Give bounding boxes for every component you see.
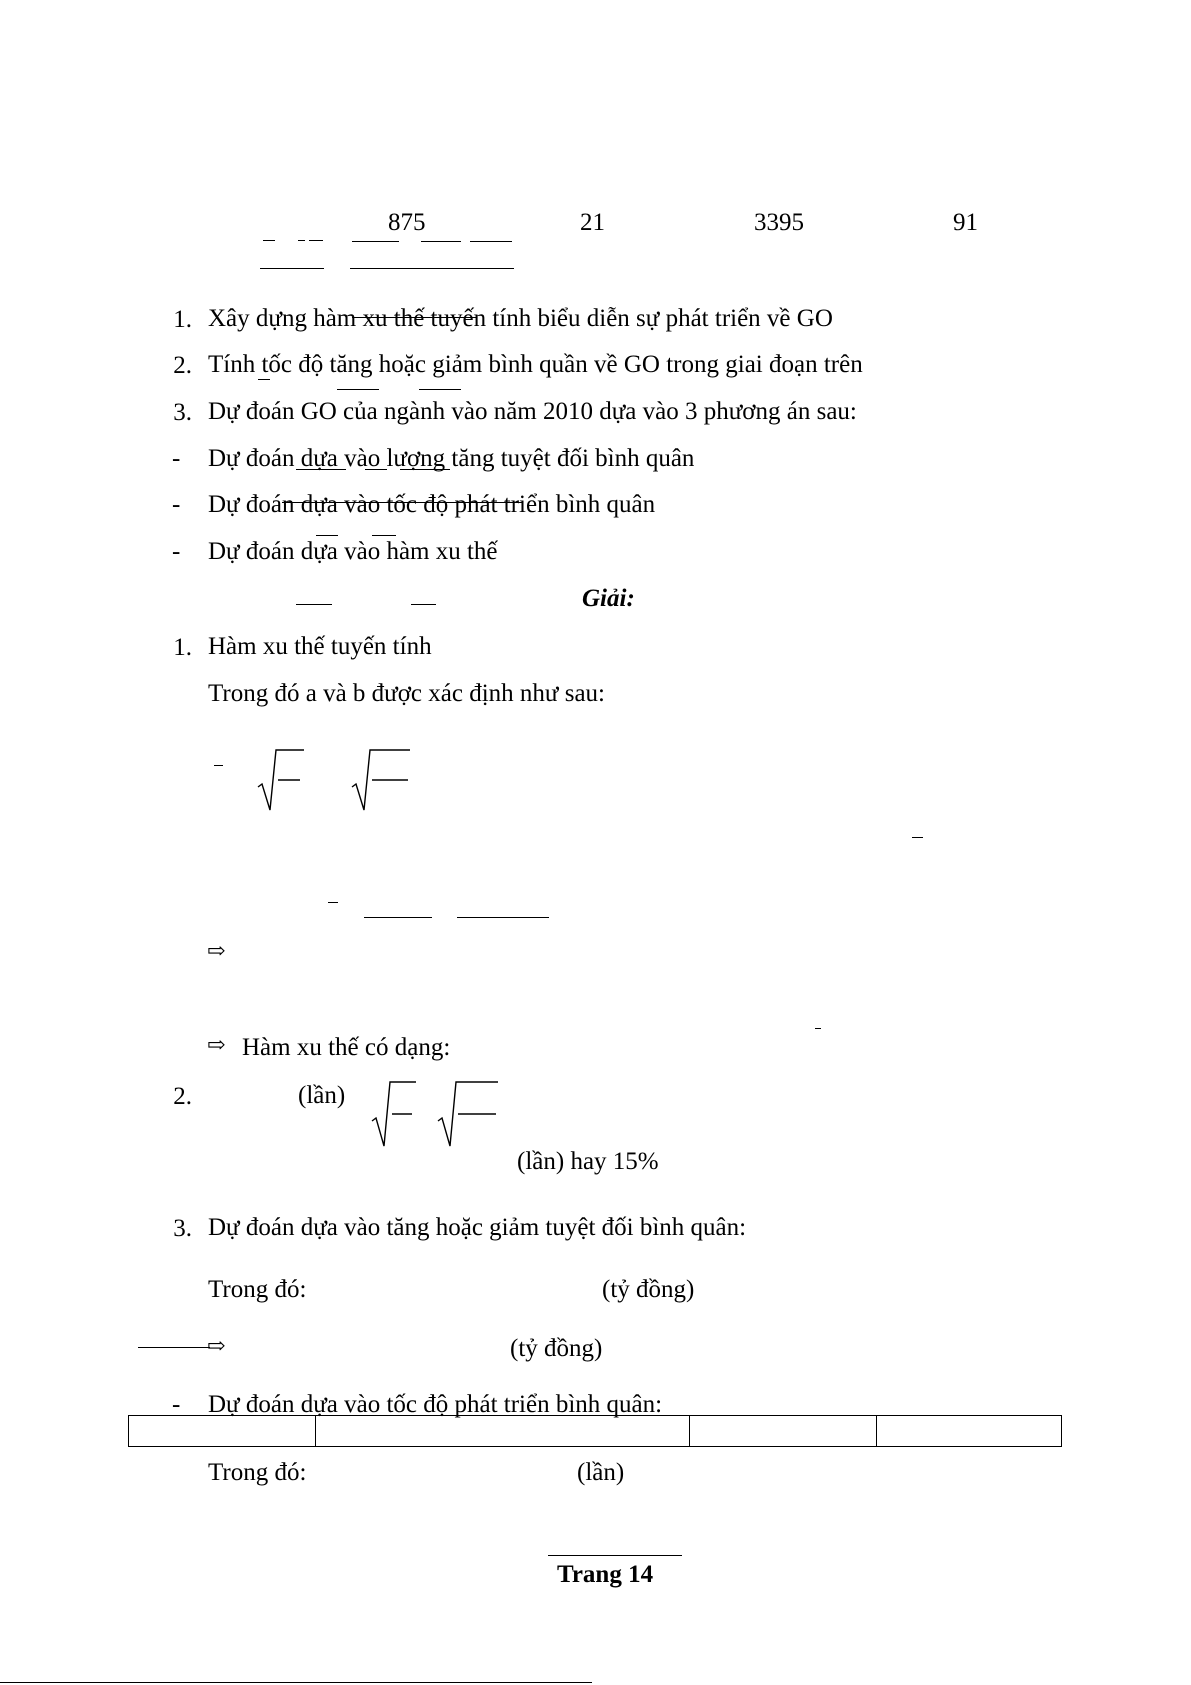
part3-title: Dự đoán dựa vào tăng hoặc giảm tuyệt đối bình quân: [208,1214,747,1241]
sqrt-symbol [256,744,306,814]
formula-rule [316,535,338,536]
question-2-text: Tính tốc độ tăng hoặc giảm bình quần về GO trong giai đoạn trên [208,351,863,378]
formula-rule [400,469,450,470]
top-value-4: 91 [953,209,978,236]
option-1-bullet: - [172,445,181,472]
part1-number: 1. [173,634,192,661]
formula-rule [296,469,346,470]
formula-rule [263,240,275,241]
formula-rule [470,241,512,242]
table-cell [877,1416,1062,1447]
part3b-bullet: - [172,1391,181,1418]
part1-conclusion: Hàm xu thế có dạng: [242,1034,451,1061]
top-value-1: 875 [388,209,426,236]
part3-number: 3. [173,1215,192,1242]
table-cell [129,1416,316,1447]
option-3-text: Dự đoán dựa vào hàm xu thế [208,538,498,565]
part2-number: 2. [173,1083,192,1110]
formula-rule [296,604,332,605]
formula-rule [421,241,461,242]
formula-rule [372,535,396,536]
question-2-number: 2. [173,352,192,379]
part3-unit-1: (tỷ đồng) [602,1276,695,1303]
sqrt-symbol [350,744,412,814]
option-2-bullet: - [172,491,181,518]
empty-table [128,1415,1062,1447]
formula-rule [411,604,436,605]
part3b-unit: (lần) [577,1459,625,1486]
question-1-number: 1. [173,306,192,333]
formula-rule [352,317,476,318]
option-1-text: Dự đoán dựa vào lượng tăng tuyệt đối bình quân [208,445,695,472]
formula-rule [815,1028,821,1029]
question-3-text: Dự đoán GO của ngành vào năm 2010 dựa vào 3 phương án sau: [208,398,857,425]
part2-unit: (lần) [298,1082,346,1109]
formula-rule [419,389,461,390]
formula-rule [309,240,323,241]
formula-rule [138,1347,210,1348]
sqrt-symbol [436,1076,500,1150]
formula-rule [258,379,270,380]
top-value-3: 3395 [754,209,804,236]
table-cell [316,1416,690,1447]
arrow-icon: ⇨ [207,1333,226,1358]
top-value-2: 21 [580,209,605,236]
formula-rule [457,917,549,918]
formula-rule [214,765,223,766]
part3-unit-2: (tỷ đồng) [510,1335,603,1362]
question-3-number: 3. [173,399,192,426]
option-3-bullet: - [172,538,181,565]
footer-rule [548,1555,682,1556]
formula-rule [352,241,399,242]
question-1-text: Xây dựng hàm xu thế tuyến tính biểu diễn sự phát triển về GO [208,305,833,332]
part1-title: Hàm xu thế tuyến tính [208,633,432,660]
formula-rule [365,469,387,470]
part3b-title: Dự đoán dựa vào tốc độ phát triển bình quân: [208,1391,663,1418]
part2-result: (lần) hay 15% [517,1148,659,1175]
page-number: Trang 14 [557,1561,654,1588]
table-cell [690,1416,877,1447]
arrow-icon: ⇨ [207,1032,226,1057]
formula-rule [350,268,514,269]
solution-heading: Giải: [582,585,635,612]
part3-where: Trong đó: [208,1276,307,1303]
formula-rule [328,902,338,903]
option-2-text: Dự đoán dựa vào tốc độ phát triển bình quân [208,491,656,518]
formula-rule [282,502,522,503]
bottom-rule [0,1682,592,1683]
sqrt-symbol [370,1076,418,1150]
formula-rule [364,917,432,918]
formula-rule [298,240,305,241]
part1-desc: Trong đó a và b được xác định như sau: [208,680,605,707]
formula-rule [260,268,324,269]
arrow-icon: ⇨ [207,938,226,963]
formula-rule [912,837,923,838]
formula-rule [337,389,379,390]
part3b-where: Trong đó: [208,1459,307,1486]
